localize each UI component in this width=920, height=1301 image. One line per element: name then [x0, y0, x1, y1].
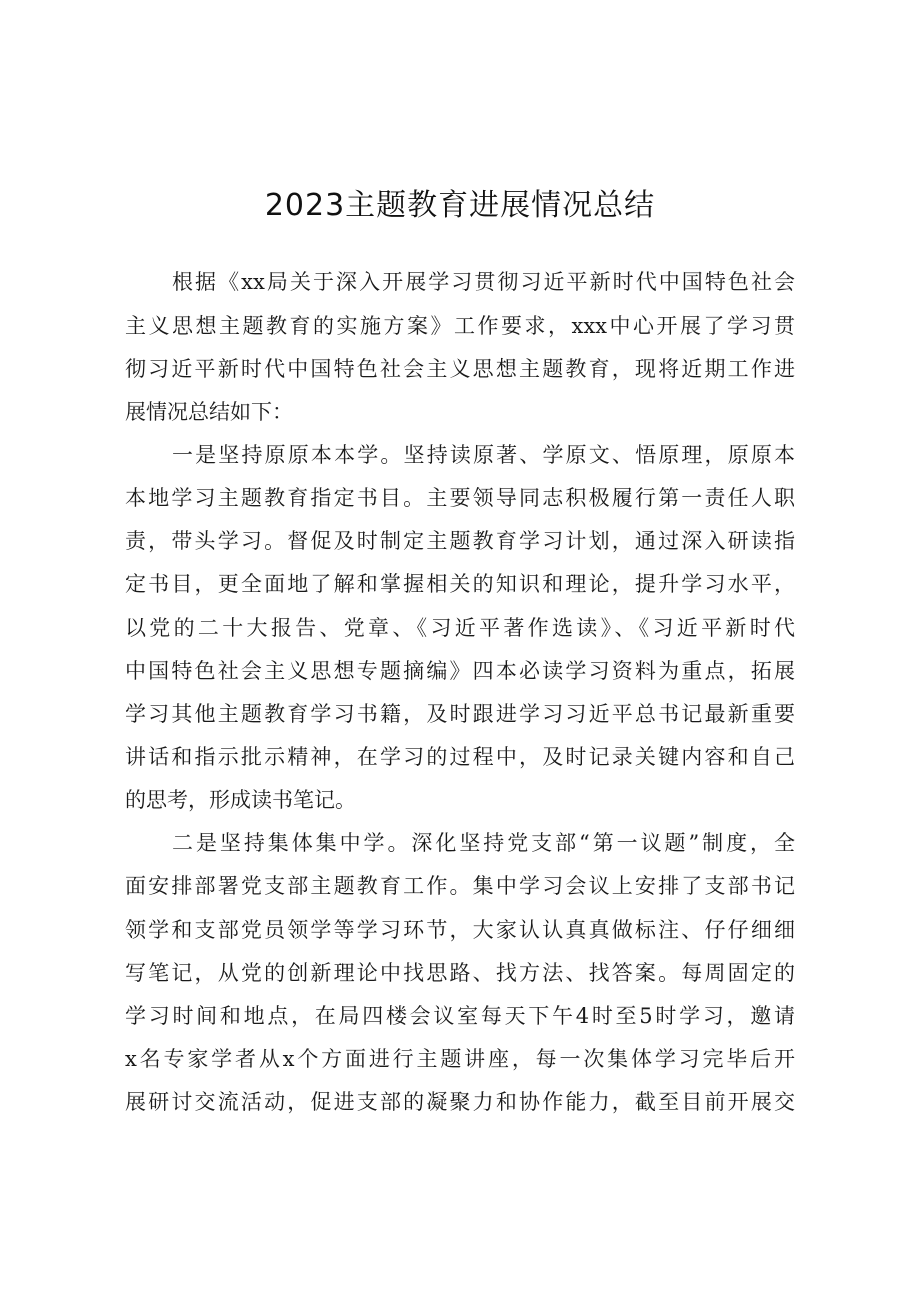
paragraph-line: 根据《xx局关于深入开展学习贯彻习近平新时代中国特色社会	[172, 270, 795, 294]
paragraph-line: 责，带头学习。督促及时制定主题教育学习计划，通过深入研读指	[125, 529, 795, 553]
paragraph-line: 彻习近平新时代中国特色社会主义思想主题教育，现将近期工作进	[125, 357, 795, 381]
paragraph-line: 以党的二十大报告、党章、《习近平著作选读》、《习近平新时代	[125, 616, 795, 640]
paragraph-line: 领学和支部党员领学等学习环节，大家认认真真做标注、仔仔细细	[125, 918, 795, 942]
paragraph-line: 本地学习主题教育指定书目。主要领导同志积极履行第一责任人职	[125, 486, 795, 510]
paragraph-line: 讲话和指示批示精神，在学习的过程中，及时记录关键内容和自己	[125, 745, 795, 769]
paragraph-line: 写笔记，从党的创新理论中找思路、找方法、找答案。每周固定的	[125, 961, 795, 985]
paragraph-line: 一是坚持原原本本学。坚持读原著、学原文、悟原理，原原本	[172, 443, 795, 467]
paragraph-line: 学习其他主题教育学习书籍，及时跟进学习习近平总书记最新重要	[125, 702, 795, 726]
paragraph-line: 学习时间和地点，在局四楼会议室每天下午4时至5时学习，邀请	[125, 1004, 795, 1028]
paragraph-line: 展研讨交流活动，促进支部的凝聚力和协作能力，截至目前开展交	[125, 1090, 795, 1114]
paragraph-line: 的思考，形成读书笔记。	[125, 788, 356, 812]
paragraph-line: 主义思想主题教育的实施方案》工作要求，xxx中心开展了学习贯	[125, 314, 795, 338]
paragraph-line: 中国特色社会主义思想专题摘编》四本必读学习资料为重点，拓展	[125, 659, 795, 683]
paragraph-line: 定书目，更全面地了解和掌握相关的知识和理论，提升学习水平，	[125, 572, 795, 596]
paragraph-line: 二是坚持集体集中学。深化坚持党支部“第一议题”制度，全	[172, 831, 795, 855]
paragraph-line: x名专家学者从x个方面进行主题讲座，每一次集体学习完毕后开	[125, 1047, 795, 1071]
paragraph-line: 展情况总结如下：	[125, 400, 293, 424]
document-title: 2023主题教育进展情况总结	[264, 188, 656, 223]
paragraph-line: 面安排部署党支部主题教育工作。集中学习会议上安排了支部书记	[125, 874, 795, 898]
